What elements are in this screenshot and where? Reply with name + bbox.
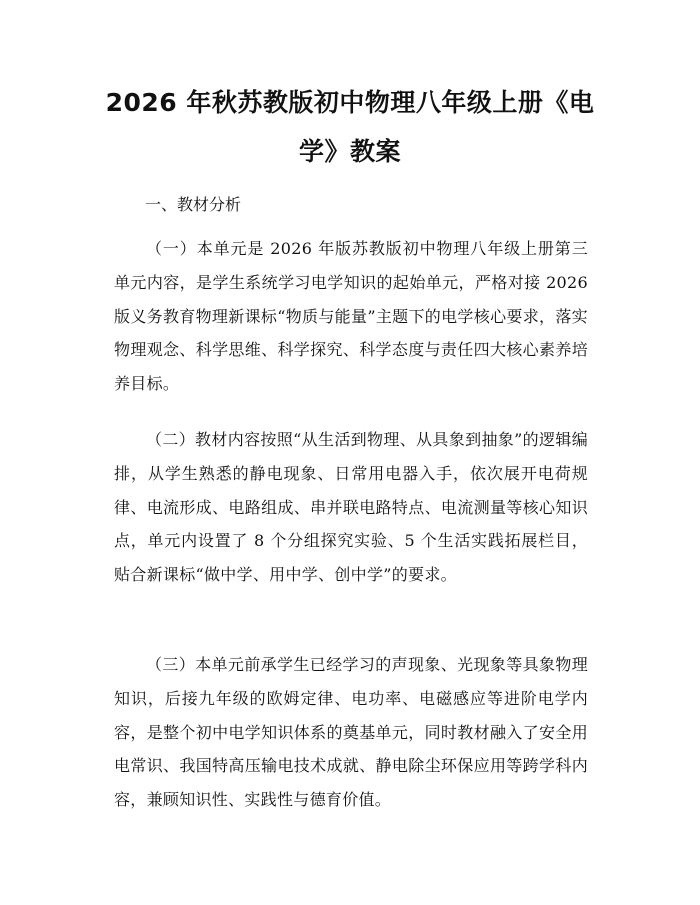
paragraph-3: （三）本单元前承学生已经学习的声现象、光现象等具象物理知识，后接九年级的欧姆定律、电功率、电磁感应等进阶电学内容，是整个初中电学知识体系的奠基单元，同时教材融入了安全用电常识、我国特高压输电技术成就、静电除尘环保应用等跨学科内容，兼顾知识性、实践性与德育价值。: [114, 655, 588, 810]
document-title: 2026 年秋苏教版初中物理八年级上册《电学》教案: [105, 88, 595, 166]
paragraph-1: （一）本单元是 2026 年版苏教版初中物理八年级上册第三单元内容，是学生系统学习电学知识的起始单元，严格对接 2026 版义务教育物理新课标“物质与能量”主题下的电学核心要求，落实物理观念、科学思维、科学探究、科学态度与责任四大核心素养培养目标。: [114, 239, 588, 394]
paragraph-2: （二）教材内容按照“从生活到物理、从具象到抽象”的逻辑编排，从学生熟悉的静电现象、日常用电器入手，依次展开电荷规律、电流形成、电路组成、串并联电路特点、电流测量等核心知识点，单元内设置了 8 个分组探究实验、5 个生活实践拓展栏目，贴合新课标“做中学、用中学、创中学”的要求。: [114, 430, 588, 585]
section-heading: 一、教材分析: [145, 195, 242, 214]
